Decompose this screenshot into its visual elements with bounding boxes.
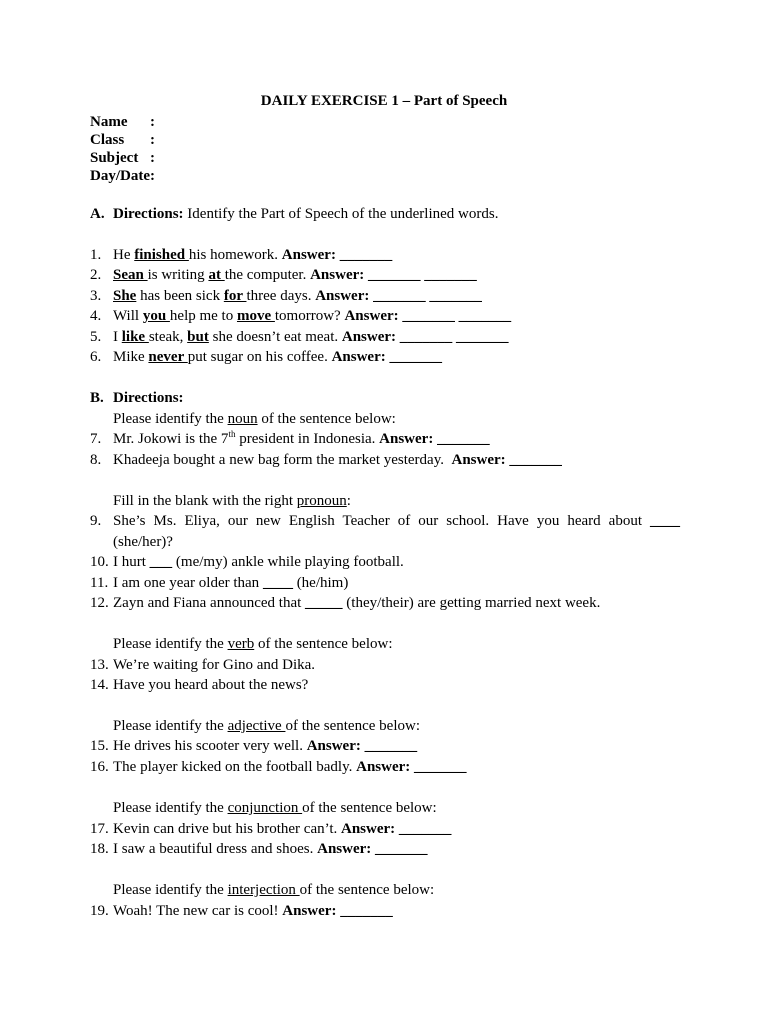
instruction-text: Please identify the (113, 718, 228, 734)
answer-blank[interactable]: _______ (429, 288, 482, 304)
underlined-word: Sean (113, 267, 148, 283)
answer-label: Answer: (315, 288, 370, 304)
section-a-directions (90, 204, 680, 224)
question-number: 9. (90, 513, 102, 529)
underlined-word: finished (134, 247, 189, 263)
question-text: his homework. (188, 247, 282, 263)
name-row (90, 113, 155, 131)
question-4 (90, 306, 680, 326)
answer-label: Answer: (341, 821, 396, 837)
question-text: steak, (148, 329, 188, 345)
answer-label: Answer: (356, 759, 411, 775)
answer-label: Answer: (306, 738, 361, 754)
question-text: I (113, 329, 122, 345)
question-3 (90, 286, 680, 306)
answer-label: Answer: (341, 329, 397, 345)
question-text: president in Indonesia. (235, 431, 380, 447)
question-text: Mike (113, 349, 149, 365)
answer-blank[interactable]: _______ (339, 247, 393, 263)
question-1 (90, 245, 680, 265)
daydate-row (90, 167, 155, 185)
question-number: 15. (90, 738, 109, 754)
underlined-word: but (187, 329, 209, 345)
answer-blank[interactable]: _______ (368, 267, 421, 283)
section-a-directions-text: Identify the Part of Speech of the underlined words. (183, 206, 499, 222)
answer-blank[interactable]: _______ (373, 288, 426, 304)
pronoun-instruction (90, 491, 680, 511)
class-row (90, 131, 155, 149)
answer-label: Answer: (282, 903, 337, 919)
instruction-keyword: pronoun (296, 493, 347, 509)
instruction-text: of the sentence below: (254, 636, 393, 652)
instruction-text: Please identify the (113, 411, 228, 427)
name-colon: : (150, 114, 155, 130)
answer-label: Answer: (344, 308, 399, 324)
question-text: is writing (147, 267, 209, 283)
question-18 (90, 839, 680, 859)
question-6 (90, 347, 680, 367)
subject-colon: : (150, 150, 155, 166)
answer-label: Answer: (379, 431, 434, 447)
question-number: 12. (90, 595, 109, 611)
question-text: Woah! The new car is cool! (113, 903, 283, 919)
question-10 (90, 552, 680, 572)
answer-label: Answer: (317, 841, 372, 857)
instruction-text: : (346, 493, 351, 509)
question-text: He (113, 247, 135, 263)
section-b-letter: B. (90, 390, 104, 406)
question-text: She’s Ms. Eliya, our new English Teacher of our school. Have you heard about (113, 513, 642, 529)
subject-row (90, 149, 155, 167)
answer-label: Answer: (281, 247, 336, 263)
question-9-continued (90, 532, 680, 552)
verb-instruction (90, 634, 680, 654)
question-text: We’re waiting for Gino and Dika. (113, 657, 316, 673)
question-text: put sugar on his coffee. (187, 349, 332, 365)
ordinal-suffix: th (228, 429, 236, 439)
question-text: (me/my) ankle while playing football. (172, 554, 404, 570)
question-text: help me to (169, 308, 237, 324)
instruction-text: Please identify the (113, 800, 228, 816)
instruction-text: of the sentence below: (257, 411, 396, 427)
question-text: (they/their) are getting married next week. (342, 595, 601, 611)
question-text: (he/him) (292, 575, 349, 591)
question-14 (90, 675, 680, 695)
question-text: Will (113, 308, 143, 324)
class-colon: : (150, 132, 155, 148)
section-b-directions (90, 388, 680, 408)
question-text: Khadeeja bought a new bag form the market yesterday. (113, 452, 452, 468)
section-a-directions-label: Directions: (113, 206, 184, 222)
question-number: 5. (90, 329, 102, 345)
question-number: 10. (90, 554, 109, 570)
question-2 (90, 265, 680, 285)
instruction-text: of the sentence below: (299, 882, 435, 898)
question-options: (she/her)? (113, 534, 173, 550)
page-title: DAILY EXERCISE 1 – Part of Speech (260, 93, 508, 109)
question-19 (90, 901, 680, 921)
section-b-directions-label: Directions: (113, 390, 184, 406)
question-number: 18. (90, 841, 109, 857)
adjective-instruction (90, 716, 680, 736)
underlined-word: for (223, 288, 247, 304)
question-12 (90, 593, 680, 613)
answer-blank[interactable]: _______ (340, 903, 393, 919)
instruction-text: of the sentence below: (285, 718, 420, 734)
instruction-text: Please identify the (113, 636, 228, 652)
underlined-word: move (236, 308, 275, 324)
question-17 (90, 819, 680, 839)
underlined-word: She (113, 288, 137, 304)
question-text: Zayn and Fiana announced that (113, 595, 306, 611)
answer-label: Answer: (451, 452, 506, 468)
question-13 (90, 655, 680, 675)
question-text: The player kicked on the football badly. (113, 759, 357, 775)
student-info-header (90, 113, 155, 185)
underlined-word: you (142, 308, 170, 324)
answer-blank[interactable]: ____ (262, 575, 293, 591)
answer-blank[interactable]: _______ (375, 841, 428, 857)
underlined-word: at (208, 267, 225, 283)
answer-blank[interactable]: _____ (305, 595, 343, 611)
answer-blank[interactable]: _______ (402, 308, 455, 324)
question-16 (90, 757, 680, 777)
noun-instruction (90, 409, 680, 429)
underlined-word: like (121, 329, 149, 345)
answer-label: Answer: (331, 349, 386, 365)
question-number: 17. (90, 821, 109, 837)
question-number: 13. (90, 657, 109, 673)
question-text: she doesn’t eat meat. (208, 329, 342, 345)
question-number: 2. (90, 267, 102, 283)
question-number: 16. (90, 759, 109, 775)
answer-blank[interactable]: _______ (424, 267, 477, 283)
answer-blank[interactable]: ____ (650, 513, 681, 529)
instruction-text: Please identify the (113, 882, 228, 898)
class-label: Class (90, 132, 125, 148)
instruction-keyword: interjection (227, 882, 300, 898)
answer-blank[interactable]: _______ (458, 308, 512, 324)
answer-blank[interactable]: _______ (364, 738, 418, 754)
question-number: 7. (90, 431, 102, 447)
question-text: the computer. (224, 267, 311, 283)
question-number: 4. (90, 308, 102, 324)
instruction-keyword: adjective (227, 718, 286, 734)
answer-blank[interactable]: _______ (437, 431, 490, 447)
interjection-instruction (90, 880, 680, 900)
underlined-word: never (148, 349, 188, 365)
instruction-keyword: verb (227, 636, 255, 652)
question-8 (90, 450, 680, 470)
answer-blank[interactable]: _______ (414, 759, 467, 775)
question-number: 14. (90, 677, 109, 693)
question-text: has been sick (136, 288, 224, 304)
answer-blank[interactable]: _______ (398, 821, 452, 837)
question-5 (90, 327, 680, 347)
answer-blank[interactable]: _______ (456, 329, 509, 345)
question-text: I am one year older than (113, 575, 263, 591)
conjunction-instruction (90, 798, 680, 818)
name-label: Name (90, 114, 128, 130)
question-text: I hurt (113, 554, 150, 570)
question-number: 8. (90, 452, 102, 468)
answer-blank[interactable]: _______ (509, 452, 562, 468)
answer-blank[interactable]: _______ (389, 349, 442, 365)
question-text: Kevin can drive but his brother can’t. (113, 821, 341, 837)
question-number: 19. (90, 903, 109, 919)
section-a-letter: A. (90, 206, 105, 222)
instruction-text: of the sentence below: (302, 800, 437, 816)
question-text: Have you heard about the news? (113, 677, 309, 693)
answer-blank[interactable]: _______ (399, 329, 453, 345)
question-number: 3. (90, 288, 102, 304)
question-number: 6. (90, 349, 102, 365)
question-text: tomorrow? (274, 308, 345, 324)
question-text: He drives his scooter very well. (113, 738, 307, 754)
question-text: three days. (246, 288, 316, 304)
instruction-text: Fill in the blank with the right (113, 493, 297, 509)
question-text: Mr. Jokowi is the 7 (113, 431, 229, 447)
question-11 (90, 573, 680, 593)
question-7 (90, 429, 680, 449)
instruction-keyword: noun (227, 411, 258, 427)
question-15 (90, 736, 680, 756)
question-number: 11. (90, 575, 109, 591)
question-text: I saw a beautiful dress and shoes. (113, 841, 318, 857)
question-9 (90, 511, 680, 531)
subject-label: Subject (90, 150, 139, 166)
answer-blank[interactable]: ___ (149, 554, 173, 570)
daydate-label: Day/Date: (90, 168, 155, 184)
answer-label: Answer: (310, 267, 365, 283)
instruction-keyword: conjunction (227, 800, 303, 816)
question-number: 1. (90, 247, 102, 263)
